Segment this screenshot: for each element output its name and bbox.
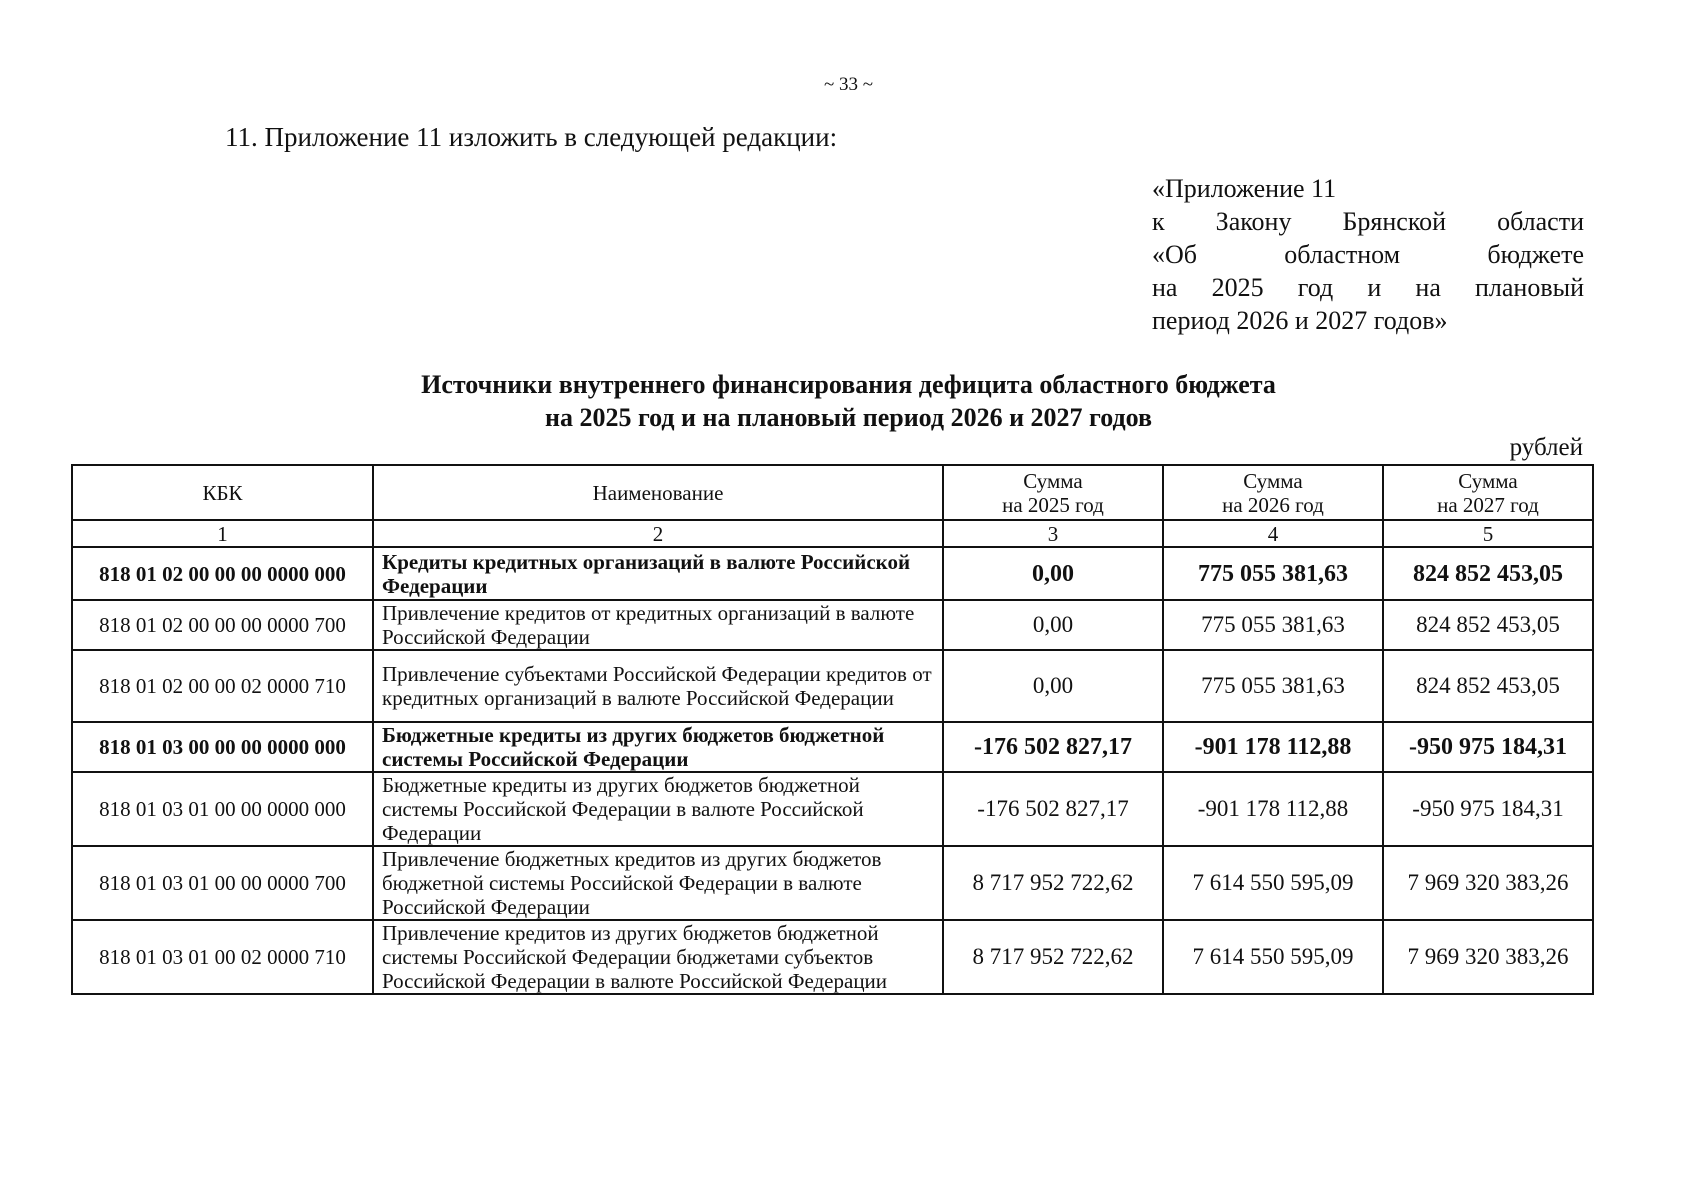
header-2025-line2: на 2025 год xyxy=(1002,492,1104,517)
appendix-reference xyxy=(1152,172,1584,337)
name-cell: Привлечение кредитов от кредитных организаций в валюте Российской Федерации xyxy=(373,600,943,650)
amount-2026-cell: 7 614 550 595,09 xyxy=(1163,920,1383,994)
amount-2026-cell: 775 055 381,63 xyxy=(1163,547,1383,600)
appendix-line: «Приложение 11 xyxy=(1152,174,1337,203)
table-row xyxy=(72,772,1593,846)
appendix-line: период 2026 и 2027 годов» xyxy=(1152,306,1448,335)
header-kbk: КБК xyxy=(72,465,373,520)
column-number: 1 xyxy=(72,520,373,547)
table-row xyxy=(72,920,1593,994)
amount-2025-cell: -176 502 827,17 xyxy=(943,722,1163,772)
amount-2027-cell: 7 969 320 383,26 xyxy=(1383,846,1593,920)
table-header-row xyxy=(72,465,1593,520)
table-row xyxy=(72,600,1593,650)
appendix-line: к Закону Брянской области xyxy=(1152,207,1584,236)
appendix-line: на 2025 год и на плановый xyxy=(1152,273,1584,302)
column-number: 5 xyxy=(1383,520,1593,547)
document-title xyxy=(0,368,1697,434)
amount-2026-cell: -901 178 112,88 xyxy=(1163,722,1383,772)
amount-2025-cell: -176 502 827,17 xyxy=(943,772,1163,846)
amount-2026-cell: 775 055 381,63 xyxy=(1163,650,1383,722)
header-2027-line1: Сумма xyxy=(1458,468,1518,493)
table-row xyxy=(72,846,1593,920)
header-2026-line1: Сумма xyxy=(1243,468,1303,493)
amount-2026-cell: 7 614 550 595,09 xyxy=(1163,846,1383,920)
amount-2025-cell: 0,00 xyxy=(943,650,1163,722)
name-cell: Бюджетные кредиты из других бюджетов бюджетной системы Российской Федерации xyxy=(373,722,943,772)
column-number: 4 xyxy=(1163,520,1383,547)
kbk-cell: 818 01 03 01 00 02 0000 710 xyxy=(72,920,373,994)
title-line: Источники внутреннего финансирования дефицита областного бюджета xyxy=(421,370,1276,399)
table-row xyxy=(72,547,1593,600)
kbk-cell: 818 01 03 00 00 00 0000 000 xyxy=(72,722,373,772)
header-2026-line2: на 2026 год xyxy=(1222,492,1324,517)
amount-2025-cell: 8 717 952 722,62 xyxy=(943,846,1163,920)
table-row xyxy=(72,650,1593,722)
column-number: 2 xyxy=(373,520,943,547)
column-number: 3 xyxy=(943,520,1163,547)
amount-2027-cell: 7 969 320 383,26 xyxy=(1383,920,1593,994)
name-cell: Бюджетные кредиты из других бюджетов бюджетной системы Российской Федерации в валюте Российской Федерации xyxy=(373,772,943,846)
header-2025 xyxy=(943,465,1163,520)
financing-sources-table xyxy=(71,464,1594,995)
amount-2027-cell: 824 852 453,05 xyxy=(1383,600,1593,650)
page-number: ~ 33 ~ xyxy=(823,74,874,95)
column-number-row xyxy=(72,520,1593,547)
appendix-line: «Об областном бюджете xyxy=(1152,240,1584,269)
units-label: рублей xyxy=(1509,434,1583,461)
kbk-cell: 818 01 02 00 00 00 0000 700 xyxy=(72,600,373,650)
header-2027-line2: на 2027 год xyxy=(1437,492,1539,517)
table-row xyxy=(72,722,1593,772)
kbk-cell: 818 01 03 01 00 00 0000 000 xyxy=(72,772,373,846)
amount-2025-cell: 0,00 xyxy=(943,600,1163,650)
kbk-cell: 818 01 02 00 00 02 0000 710 xyxy=(72,650,373,722)
name-cell: Привлечение субъектами Российской Федерации кредитов от кредитных организаций в валюте Российской Федерации xyxy=(373,650,943,722)
name-cell: Привлечение бюджетных кредитов из других бюджетов бюджетной системы Российской Федерации в валюте Российской Федерации xyxy=(373,846,943,920)
header-2027 xyxy=(1383,465,1593,520)
amount-2026-cell: -901 178 112,88 xyxy=(1163,772,1383,846)
amount-2027-cell: -950 975 184,31 xyxy=(1383,722,1593,772)
header-2026 xyxy=(1163,465,1383,520)
amount-2026-cell: 775 055 381,63 xyxy=(1163,600,1383,650)
amount-2025-cell: 8 717 952 722,62 xyxy=(943,920,1163,994)
amount-2027-cell: 824 852 453,05 xyxy=(1383,547,1593,600)
amount-2025-cell: 0,00 xyxy=(943,547,1163,600)
kbk-cell: 818 01 03 01 00 00 0000 700 xyxy=(72,846,373,920)
kbk-cell: 818 01 02 00 00 00 0000 000 xyxy=(72,547,373,600)
name-cell: Кредиты кредитных организаций в валюте Российской Федерации xyxy=(373,547,943,600)
header-2025-line1: Сумма xyxy=(1023,468,1083,493)
header-name: Наименование xyxy=(373,465,943,520)
title-line: на 2025 год и на плановый период 2026 и 2027 годов xyxy=(544,403,1153,432)
name-cell: Привлечение кредитов из других бюджетов бюджетной системы Российской Федерации бюджетами субъектов Российской Федерации в валюте Российской Федерации xyxy=(373,920,943,994)
amount-2027-cell: 824 852 453,05 xyxy=(1383,650,1593,722)
amendment-intro: 11. Приложение 11 изложить в следующей редакции: xyxy=(225,122,838,152)
amount-2027-cell: -950 975 184,31 xyxy=(1383,772,1593,846)
